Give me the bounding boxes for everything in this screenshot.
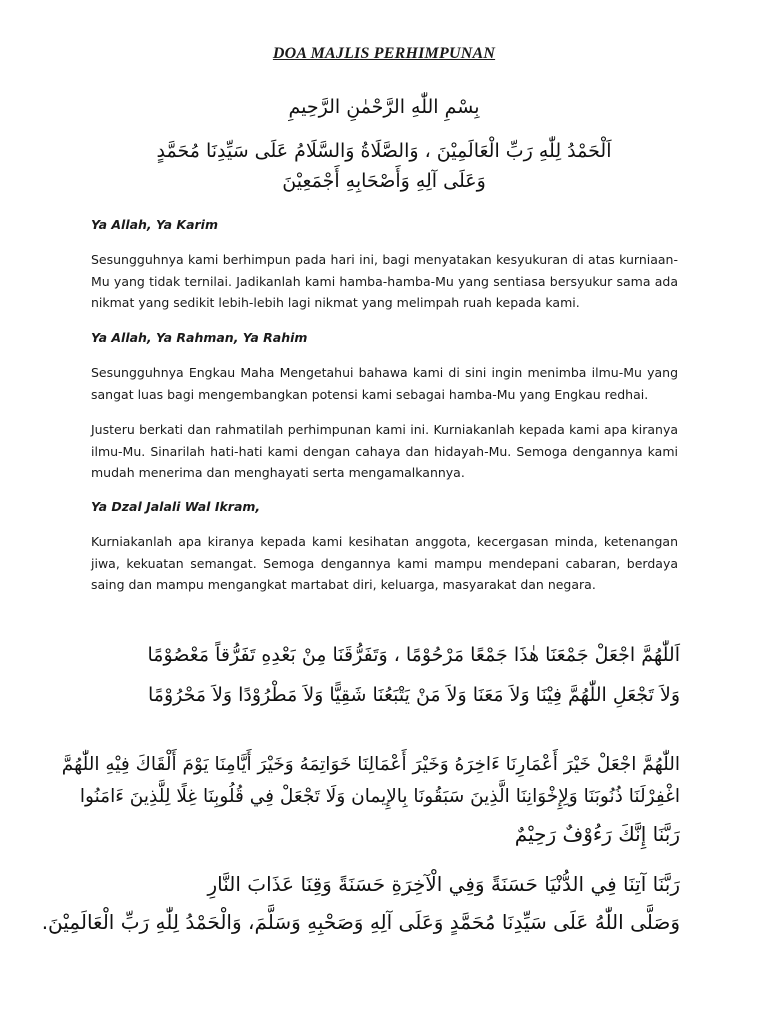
basmalah: بِسْمِ اللّٰهِ الرَّحْمٰنِ الرَّحِيمِ	[288, 96, 480, 118]
paragraph: Justeru berkati dan rahmatilah perhimpunan kami ini. Kurniakanlah kepada kami apa kiranya ilmu-Mu. Sinarilah hati-hati kami dengan cahaya dan hidayah-Mu. Semoga dengannya kami mudah menerima dan menghayati serta mengamalkannya.	[91, 422, 678, 480]
closing-arabic-line: اللّٰهُمَّ اجْعَلْ خَيْرَ أَعْمَارِنَا ءَاخِرَهُ وَخَيْرَ أَعْمَالِنَا خَوَاتِمَهُ وَخَيْرَ أَيَّامِنَا يَوْمَ أَلْقَاكَ فِيْهِ اللّٰهُمَّ	[61, 754, 680, 775]
section-heading: Ya Allah, Ya Rahman, Ya Rahim	[91, 330, 308, 345]
closing-arabic-line: وَلاَ تَجْعَلِ اللّٰهُمَّ فِيْنَا وَلاَ مَعَنَا وَلاَ مَنْ يَتْبَعُنَا شَقِيًّا وَلاَ مَطْرُوْدًا وَلاَ مَحْرُوْمًا	[147, 684, 680, 706]
paragraph: Sesungguhnya Engkau Maha Mengetahui bahawa kami di sini ingin menimba ilmu-Mu yang sangat luas bagi mengembangkan potensi kami sebagai hamba-Mu yang Engkau redhai.	[91, 365, 678, 402]
opening-arabic-line-1: اَلْحَمْدُ لِلّٰهِ رَبِّ الْعَالَمِيْنَ ، وَالصَّلَاةُ وَالسَّلَامُ عَلَى سَيِّدِنَا مُحَمَّدٍ	[156, 140, 612, 162]
opening-arabic-line-2: وَعَلَى آلِهِ وَأَصْحَابِهِ أَجْمَعِيْنَ	[282, 170, 486, 192]
page-title: DOA MAJLIS PERHIMPUNAN	[272, 45, 496, 62]
closing-arabic-line: رَبَّنَا إِنَّكَ رَءُوْفٌ رَحِيْمٌ	[514, 822, 680, 846]
paragraph: Sesungguhnya kami berhimpun pada hari ini, bagi menyatakan kesyukuran di atas kurniaan-Mu yang tidak ternilai. Jadikanlah kami hamba-hamba-Mu yang sentiasa bersyukur sama ada nikmat yang sedikit lebih-lebih lagi nikmat yang melimpah ruah kepada kami.	[91, 252, 678, 310]
paragraph: Kurniakanlah apa kiranya kepada kami kesihatan anggota, kecergasan minda, ketenangan jiwa, kekuatan semangat. Semoga dengannya kami mampu mendepani cabaran, berdaya saing dan mampu mengangkat martabat diri, keluarga, masyarakat dan negara.	[91, 534, 678, 592]
closing-arabic-line: وَصَلَّى اللّٰهُ عَلَى سَيِّدِنَا مُحَمَّدٍ وَعَلَى آلِهِ وَصَحْبِهِ وَسَلَّمَ، وَالْحَمْدُ لِلّٰهِ رَبِّ الْعَالَمِيْنَ.	[41, 910, 680, 934]
section-heading: Ya Allah, Ya Karim	[91, 217, 218, 232]
closing-arabic-line: اغْفِرْلَنَا ذُنُوبَنَا وَلِإِخْوَانِنَا الَّذِينَ سَبَقُونَا بِالإِيمان وَلَا تَجْعَلْ فِي قُلُوبِنَا غِلًا لِلَّذِينَ ءَامَنُوا	[79, 786, 680, 807]
closing-arabic-line: اَللّٰهُمَّ اجْعَلْ جَمْعَنَا هٰذَا جَمْعًا مَرْحُوْمًا ، وَتَفَرُّقَنَا مِنْ بَعْدِهِ تَفَرُّقاً مَعْصُوْمًا	[147, 644, 680, 666]
section-heading: Ya Dzal Jalali Wal Ikram,	[91, 499, 261, 514]
closing-arabic-line: رَبَّنَا آتِنَا فِي الدُّنْيَا حَسَنَةً وَفِي الْآخِرَةِ حَسَنَةً وَقِنَا عَذَابَ النَّارِ	[207, 872, 680, 896]
